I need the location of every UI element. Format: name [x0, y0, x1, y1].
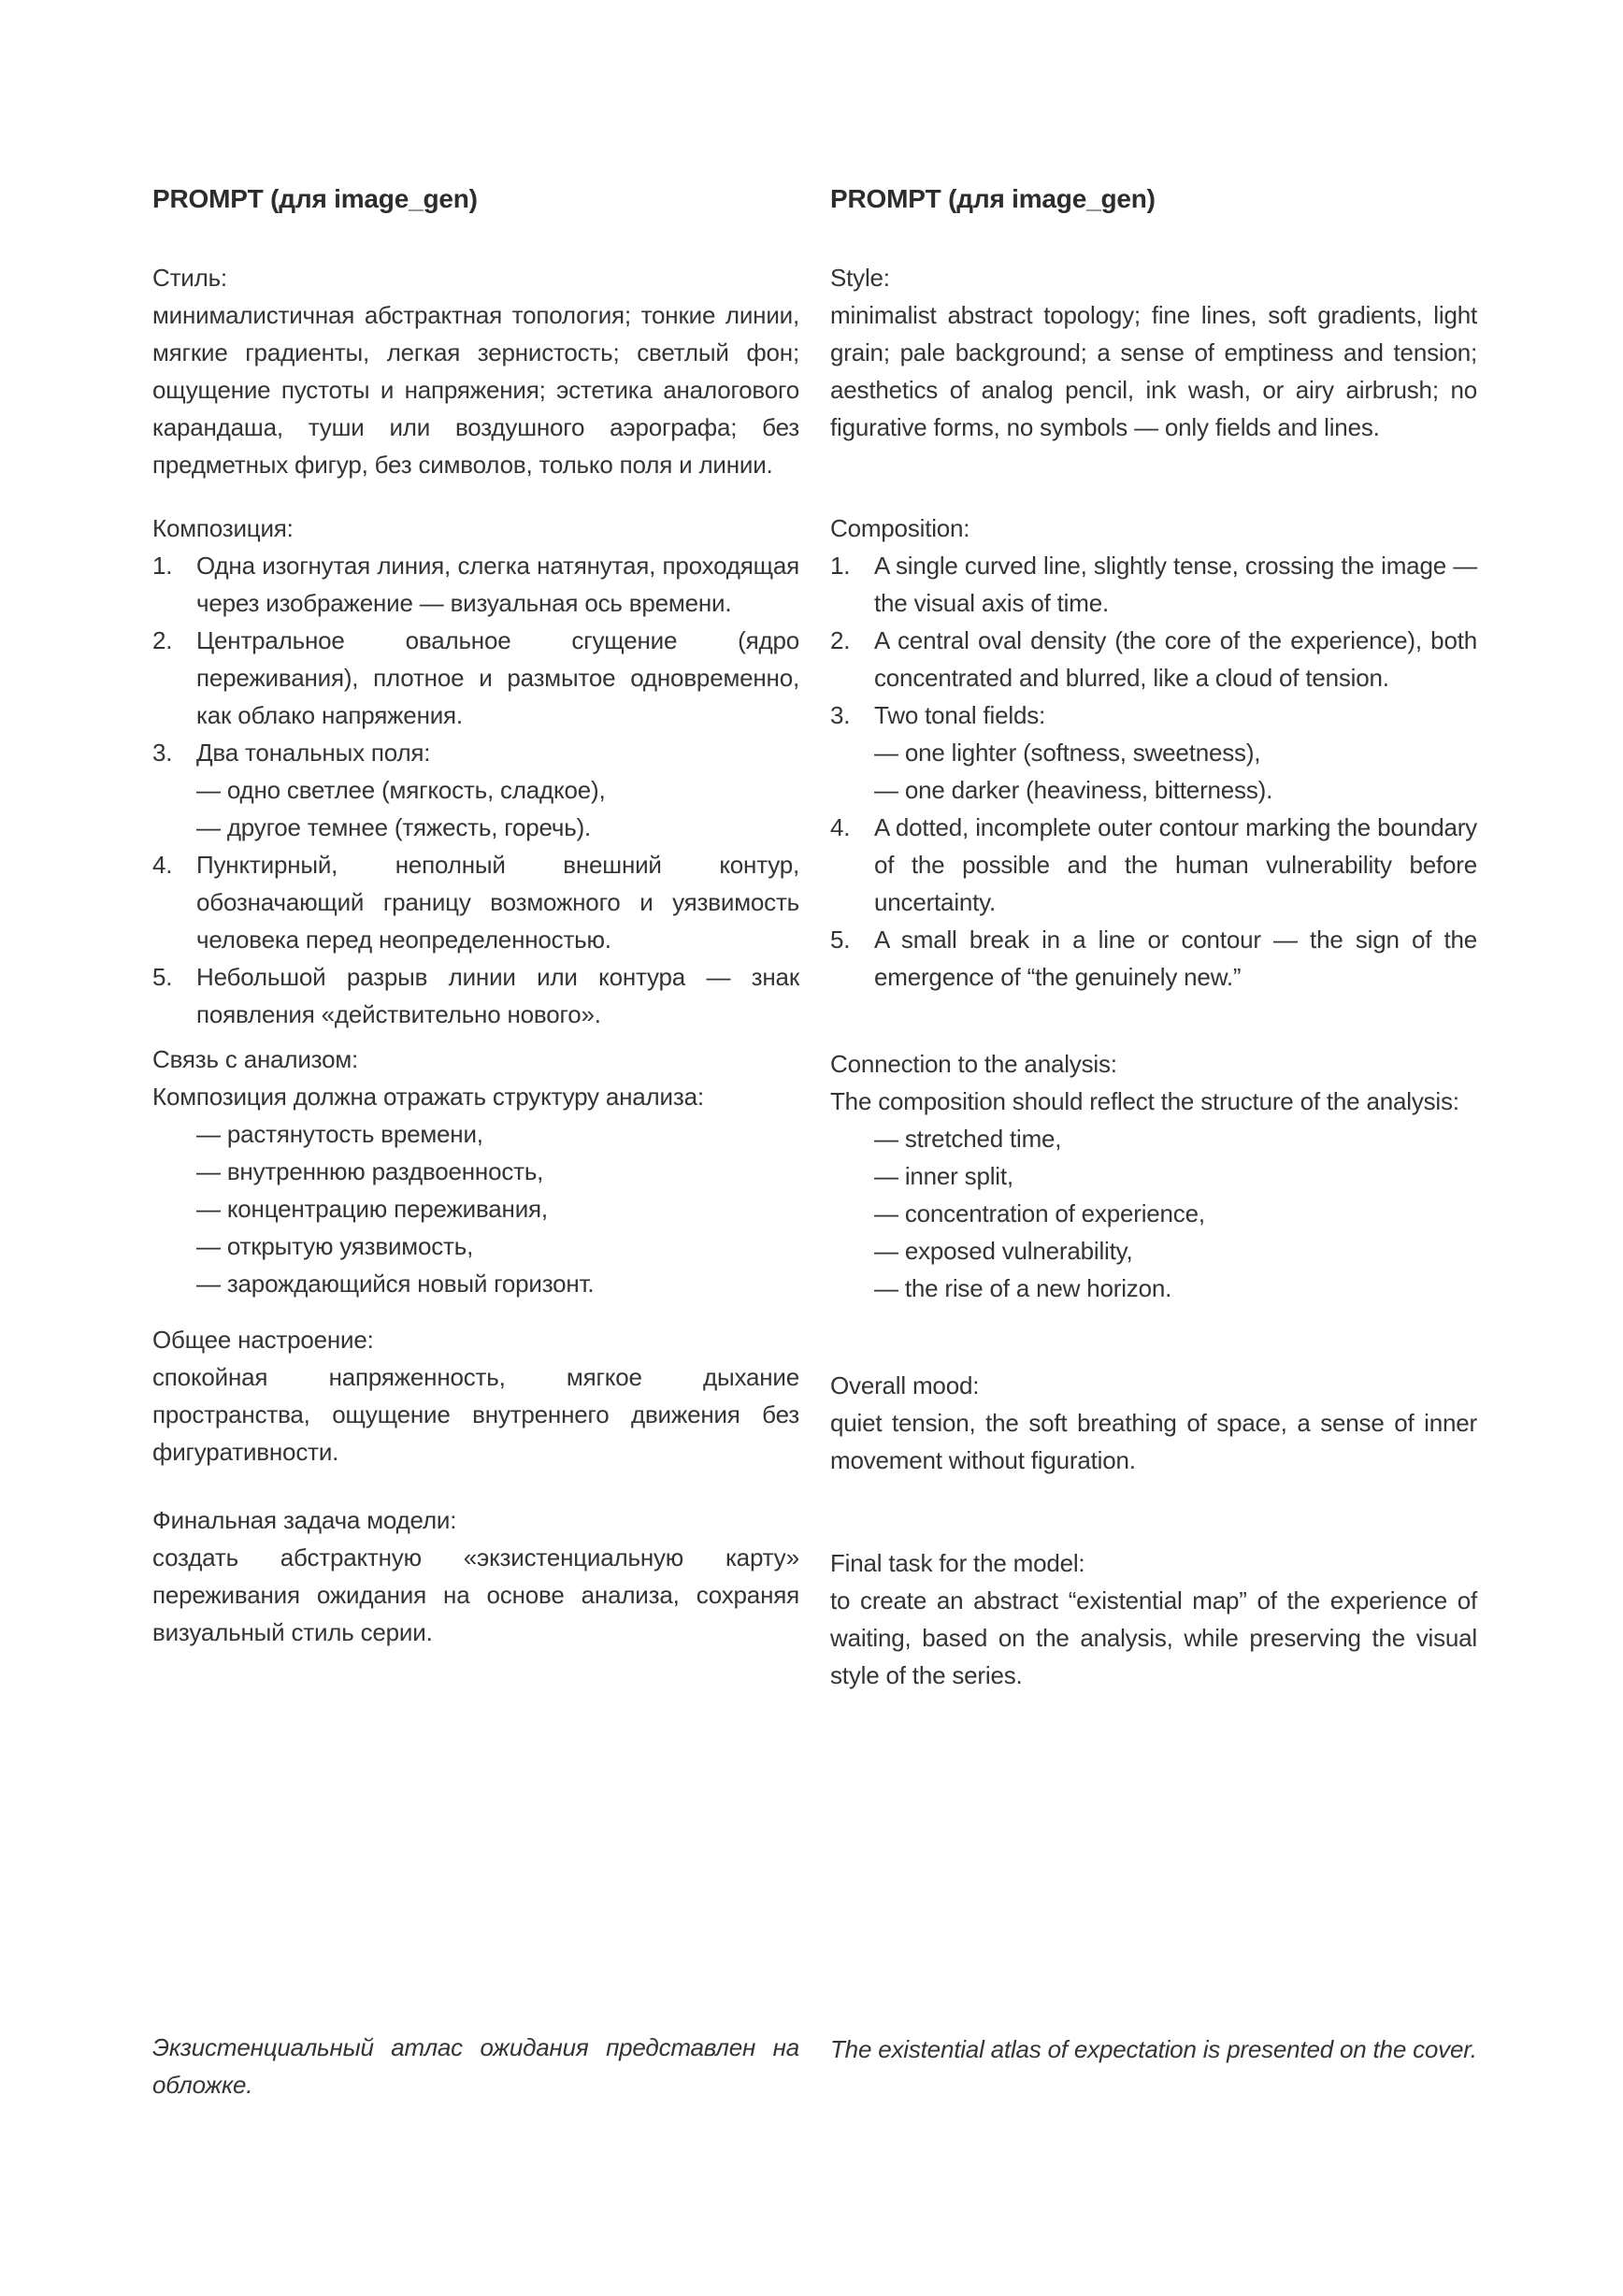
connection-intro-en: The composition should reflect the structure of the analysis:: [830, 1087, 1459, 1115]
column-english: [830, 0, 1477, 2296]
list-item: [830, 622, 1477, 696]
footnote-en: The existential atlas of expectation is presented on the cover.: [830, 2035, 1477, 2063]
dash-line: — the rise of a new horizon.: [874, 1274, 1172, 1302]
mood-body-en: quiet tension, the soft breathing of space, a sense of inner movement without figuration.: [830, 1409, 1477, 1474]
list-item-text: Два тональных поля:: [196, 739, 431, 767]
mood-heading-ru: Общее настроение:: [152, 1326, 374, 1354]
list-item: [830, 809, 1477, 921]
dash-line: — растянутость времени,: [196, 1120, 483, 1148]
connection-section-en: [830, 1045, 1477, 1307]
list-item-number: 5.: [152, 963, 173, 991]
task-body-ru: создать абстрактную «экзистенциальную карту» переживания ожидания на основе анализа, сохраняя визуальный стиль серии.: [152, 1543, 799, 1646]
footnote-ru: Экзистенциальный атлас ожидания представлен на обложке.: [152, 2033, 799, 2099]
dash-line: — inner split,: [874, 1162, 1013, 1190]
list-item: [830, 921, 1477, 996]
task-heading-en: Final task for the model:: [830, 1549, 1085, 1577]
mood-body-ru: спокойная напряженность, мягкое дыхание пространства, ощущение внутреннего движения без фигуративности.: [152, 1363, 799, 1466]
style-body-ru: минималистичная абстрактная топология; тонкие линии, мягкие градиенты, легкая зернистость; светлый фон; ощущение пустоты и напряжения; эстетика аналогового карандаша, туши или воздушного аэрографа; без предметных фигур, без символов, только поля и линии.: [152, 301, 799, 479]
list-item-number: 3.: [830, 701, 851, 729]
dash-line: — stretched time,: [874, 1125, 1062, 1153]
composition-section-ru: [152, 509, 799, 1033]
list-item: [830, 696, 1477, 734]
dash-line: — exposed vulnerability,: [874, 1237, 1133, 1265]
style-section-en: [830, 259, 1477, 446]
list-item-text: Two tonal fields:: [874, 701, 1046, 729]
mood-heading-en: Overall mood:: [830, 1371, 980, 1399]
connection-intro-ru: Композиция должна отражать структуру анализа:: [152, 1083, 704, 1111]
dash-line: — зарождающийся новый горизонт.: [196, 1270, 595, 1298]
composition-section-en: [830, 509, 1477, 996]
mood-section-en: [830, 1367, 1477, 1479]
task-section-ru: [152, 1501, 799, 1651]
list-item-text: Небольшой разрыв линии или контура — знак появления «действительно нового».: [196, 963, 799, 1028]
list-item-text: A single curved line, slightly tense, crossing the image — the visual axis of time.: [874, 552, 1477, 617]
list-item-number: 2.: [830, 626, 851, 654]
composition-heading-ru: Композиция:: [152, 514, 294, 542]
task-heading-ru: Финальная задача модели:: [152, 1506, 457, 1534]
dash-line: — открытую уязвимость,: [196, 1232, 474, 1260]
dash-line: — концентрацию переживания,: [196, 1195, 548, 1223]
dash-line: — one lighter (softness, sweetness),: [874, 739, 1261, 767]
list-item-text: A small break in a line or contour — the sign of the emergence of “the genuinely new.”: [874, 926, 1477, 991]
list-item-text: Центральное овальное сгущение (ядро переживания), плотное и размытое одновременно, как облако напряжения.: [196, 626, 799, 729]
dash-line: — внутреннюю раздвоенность,: [196, 1157, 544, 1185]
prompt-title-ru: PROMPT (для image_gen): [152, 184, 478, 213]
mood-section-ru: [152, 1321, 799, 1471]
list-item: [152, 846, 799, 958]
column-russian: [152, 0, 799, 2296]
dash-line: — другое темнее (тяжесть, горечь).: [196, 813, 592, 841]
style-section-ru: [152, 259, 799, 483]
dash-line: — concentration of experience,: [874, 1199, 1205, 1227]
prompt-title-en: PROMPT (для image_gen): [830, 184, 1156, 213]
list-item: [152, 734, 799, 771]
list-item: [830, 547, 1477, 622]
list-item-text: A central oval density (the core of the experience), both concentrated and blurred, like a cloud of tension.: [874, 626, 1477, 692]
dash-line: — one darker (heaviness, bitterness).: [874, 776, 1273, 804]
list-item-text: A dotted, incomplete outer contour marking the boundary of the possible and the human vulnerability before uncertainty.: [874, 813, 1477, 916]
connection-heading-ru: Связь с анализом:: [152, 1045, 359, 1073]
list-item-number: 4.: [152, 851, 173, 879]
style-heading-ru: Стиль:: [152, 264, 227, 292]
list-item: [152, 622, 799, 734]
list-item-number: 3.: [152, 739, 173, 767]
list-item-number: 1.: [152, 552, 173, 580]
list-item-number: 1.: [830, 552, 851, 580]
task-body-en: to create an abstract “existential map” of the experience of waiting, based on the analysis, while preserving the visual style of the series.: [830, 1586, 1477, 1689]
list-item: [152, 547, 799, 622]
connection-heading-en: Connection to the analysis:: [830, 1050, 1117, 1078]
connection-section-ru: [152, 1040, 799, 1302]
dash-line: — одно светлее (мягкость, сладкое),: [196, 776, 606, 804]
list-item-text: Пунктирный, неполный внешний контур, обозначающий границу возможного и уязвимость человека перед неопределенностью.: [196, 851, 799, 954]
list-item-number: 2.: [152, 626, 173, 654]
list-item-number: 5.: [830, 926, 851, 954]
list-item-text: Одна изогнутая линия, слегка натянутая, проходящая через изображение — визуальная ось времени.: [196, 552, 799, 617]
style-body-en: minimalist abstract topology; fine lines, soft gradients, light grain; pale background; a sense of emptiness and tension; aesthetics of analog pencil, ink wash, or airy airbrush; no figurative forms, no symbols — only fields and lines.: [830, 301, 1477, 441]
list-item: [152, 958, 799, 1033]
task-section-en: [830, 1544, 1477, 1694]
composition-heading-en: Composition:: [830, 514, 970, 542]
list-item-number: 4.: [830, 813, 851, 841]
style-heading-en: Style:: [830, 264, 890, 292]
